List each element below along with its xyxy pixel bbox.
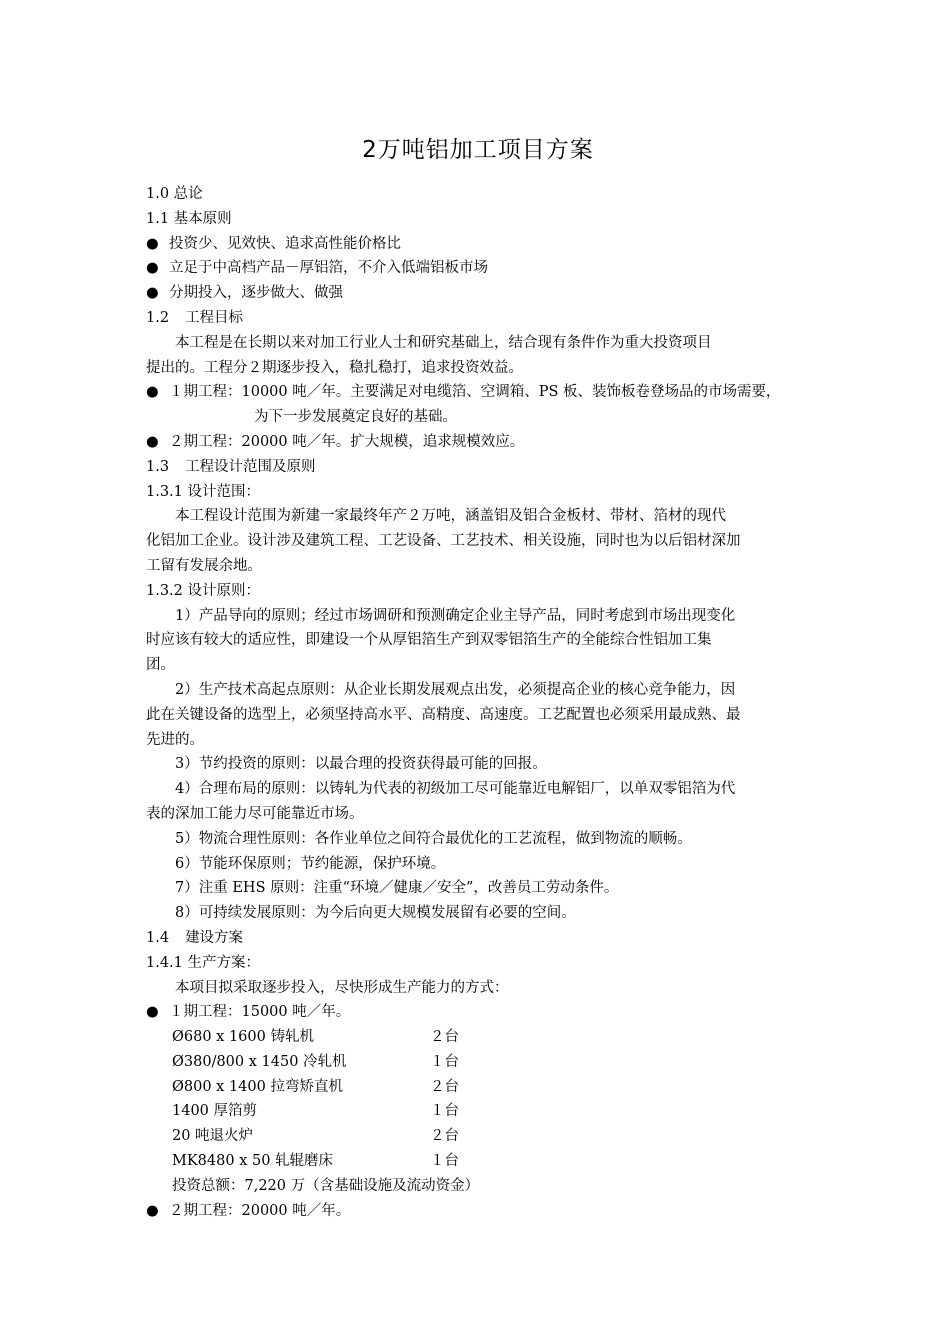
equipment-name: Ø380/800 x 1450 冷轧机: [172, 1053, 347, 1070]
list-item: [146, 256, 810, 281]
section-heading: 工程设计范围及原则: [185, 458, 316, 475]
principle-text: 立足于中高档产品－厚铝箔，不介入低端铝板市场: [169, 260, 488, 277]
paragraph-line: 6）节能环保原则；节约能源，保护环境。: [175, 855, 446, 872]
list-item: [146, 281, 810, 306]
paragraph-line: 时应该有较大的适应性，即建设一个从厚铝箔生产到双零铝箔生产的全能综合性铝加工集: [146, 632, 712, 649]
section-number: 1.3: [146, 458, 170, 475]
paragraph-line: 表的深加工能力尽可能靠近市场。: [146, 805, 364, 822]
section-1-4: [146, 926, 810, 951]
paragraph-line: 此在关键设备的选型上，必须坚持高水平、高精度、高速度。工艺配置也必须采用最成熟、最: [146, 706, 741, 723]
paragraph-line: 本工程设计范围为新建一家最终年产２万吨，涵盖铝及铝合金板材、带材、箔材的现代: [175, 508, 726, 525]
section-1-0: 1.0 总论: [146, 186, 203, 202]
equipment-qty: ２台: [430, 1029, 459, 1046]
paragraph-line: 8）可持续发展原则：为今后向更大规模发展留有必要的空间。: [175, 905, 576, 922]
bullet-icon: ●: [146, 1004, 159, 1021]
paragraph-line: 2）生产技术高起点原则：从企业长期发展观点出发，必须提高企业的核心竞争能力，因: [175, 681, 736, 698]
section-heading: 工程目标: [185, 309, 244, 326]
equipment-qty: １台: [430, 1153, 459, 1170]
section-1-2: [146, 306, 810, 331]
phase1-goal-text: １期工程：10000 吨／年。主要满足对电缆箔、空调箱、PS 板、装饰板卷登场品的市场需要，: [169, 384, 781, 401]
section-1-3-1: 1.3.1 设计范围：: [146, 483, 261, 500]
phase1-plan-text: １期工程：15000 吨／年。: [169, 1004, 351, 1021]
list-item: [146, 1199, 810, 1224]
paragraph-line: 提出的。工程分２期逐步投入，稳扎稳打，追求投资效益。: [146, 359, 523, 376]
paragraph-line: 7）注重 EHS 原则：注重“环境／健康／安全”，改善员工劳动条件。: [175, 880, 619, 897]
section-1-3: [146, 455, 810, 480]
equipment-qty: ２台: [430, 1078, 459, 1095]
paragraph-line: 4）合理布局的原则：以铸轧为代表的初级加工尽可能靠近电解铝厂，以单双零铝箔为代: [175, 781, 736, 798]
section-heading: 建设方案: [185, 929, 244, 946]
equipment-name: MK8480 x 50 轧辊磨床: [172, 1153, 334, 1170]
list-item: [146, 1000, 810, 1025]
equipment-qty: １台: [430, 1103, 459, 1120]
paragraph-line: 本工程是在长期以来对加工行业人士和研究基础上，结合现有条件作为重大投资项目: [175, 334, 712, 351]
equipment-name: Ø680 x 1600 铸轧机: [172, 1029, 314, 1046]
phase1-goal-continuation: 为下一步发展奠定良好的基础。: [254, 409, 457, 426]
list-item: [146, 232, 810, 257]
phase2-goal-text: ２期工程：20000 吨／年。扩大规模，追求规模效应。: [169, 433, 525, 450]
section-1-4-1: 1.4.1 生产方案：: [146, 954, 261, 971]
document-page: [146, 130, 810, 1223]
equipment-qty: １台: [430, 1053, 459, 1070]
equipment-name: Ø800 x 1400 拉弯矫直机: [172, 1078, 343, 1095]
equipment-row: [146, 1025, 810, 1050]
bullet-icon: ●: [146, 433, 159, 450]
paragraph-line: 化铝加工企业。设计涉及建筑工程、工艺设备、工艺技术、相关设施，同时也为以后铝材深加: [146, 533, 741, 550]
equipment-row: [146, 1075, 810, 1100]
section-number: 1.4: [146, 929, 170, 946]
bullet-icon: ●: [146, 260, 159, 277]
section-1-1: 1.1 基本原则: [146, 210, 232, 227]
section-1-3-2: 1.3.2 设计原则：: [146, 582, 261, 599]
principle-text: 分期投入，逐步做大、做强: [169, 285, 343, 302]
bullet-icon: ●: [146, 235, 159, 252]
paragraph-line: 本项目拟采取逐步投入，尽快形成生产能力的方式：: [175, 979, 509, 996]
equipment-row: [146, 1050, 810, 1075]
paragraph-line: 先进的。: [146, 731, 204, 748]
bullet-icon: ●: [146, 1202, 159, 1219]
investment-total: 投资总额：7,220 万（含基础设施及流动资金）: [172, 1177, 480, 1194]
phase2-plan-text: ２期工程：20000 吨／年。: [169, 1202, 351, 1219]
list-item: [146, 430, 810, 455]
equipment-row: [146, 1149, 810, 1174]
equipment-name: 1400 厚箔剪: [172, 1103, 258, 1120]
section-number: 1.2: [146, 309, 170, 326]
paragraph-line: 1）产品导向的原则；经过市场调研和预测确定企业主导产品，同时考虑到市场出现变化: [175, 607, 736, 624]
paragraph-line: 3）节约投资的原则：以最合理的投资获得最可能的回报。: [175, 756, 547, 773]
list-item: [146, 380, 810, 405]
paragraph-line: 工留有发展余地。: [146, 557, 262, 574]
equipment-row: [146, 1124, 810, 1149]
paragraph-line: 团。: [146, 657, 175, 674]
equipment-name: 20 吨退火炉: [172, 1128, 254, 1145]
paragraph-line: 5）物流合理性原则：各作业单位之间符合最优化的工艺流程，做到物流的顺畅。: [175, 830, 692, 847]
equipment-row: [146, 1099, 810, 1124]
bullet-icon: ●: [146, 384, 159, 401]
equipment-qty: ２台: [430, 1128, 459, 1145]
principle-text: 投资少、见效快、追求高性能价格比: [169, 235, 401, 252]
bullet-icon: ●: [146, 285, 159, 302]
document-title: 2万吨铝加工项目方案: [362, 137, 594, 163]
